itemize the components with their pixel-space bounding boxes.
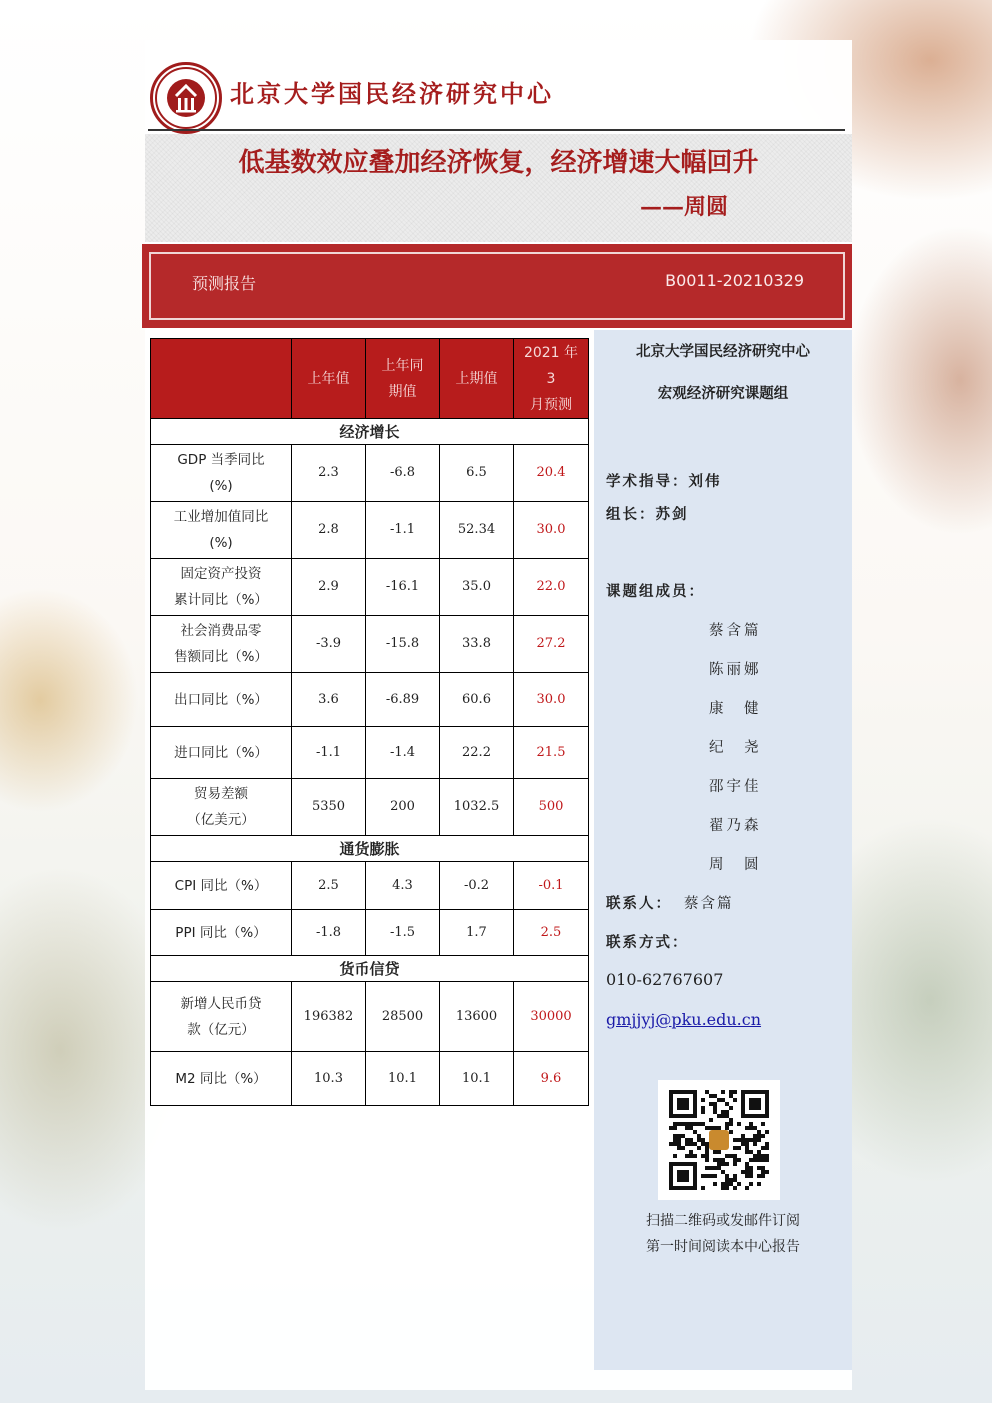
table-row: [151, 982, 589, 1052]
value-cell: 196382: [292, 982, 366, 1052]
qr-caption-line-1: 扫描二维码或发邮件订阅: [646, 1213, 800, 1229]
row-label: [151, 616, 292, 673]
table-row: [151, 673, 589, 727]
sidebar-contact-label: 联系人：: [606, 895, 672, 912]
qr-caption-line-2: 第一时间阅读本中心报告: [646, 1239, 800, 1255]
value-cell: 28500: [366, 982, 440, 1052]
contact-phone: 010-62767607: [606, 970, 724, 989]
table-row: [151, 779, 589, 836]
table-section-title: 经济增长: [151, 419, 589, 445]
value-cell: 200: [366, 779, 440, 836]
table-row: [151, 502, 589, 559]
value-cell: -6.8: [366, 445, 440, 502]
peking-university-seal-logo: [150, 62, 222, 134]
row-label: [151, 862, 292, 910]
row-label: [151, 982, 292, 1052]
member-name: 周 圆: [709, 857, 762, 873]
table-header-previous-period: 上期值: [440, 339, 514, 419]
row-label-line: 贸易差额: [194, 786, 248, 802]
header-line: 2021 年: [523, 344, 579, 361]
forecast-cell: 22.0: [514, 559, 589, 616]
table-row: [151, 1052, 589, 1106]
table-header-forecast: [514, 339, 589, 419]
value-cell: 35.0: [440, 559, 514, 616]
value-cell: -1.8: [292, 910, 366, 956]
value-cell: 2.3: [292, 445, 366, 502]
row-label-line: （亿美元）: [187, 812, 255, 828]
sidebar-contact-method-label: 联系方式：: [606, 934, 689, 951]
sidebar-contact-name: 蔡含篇: [684, 896, 734, 912]
header-line: 期值: [388, 383, 417, 400]
header-line: 上年同: [381, 357, 424, 374]
table-header-blank: [151, 339, 292, 419]
value-cell: 1032.5: [440, 779, 514, 836]
sidebar-members-label: 课题组成员：: [606, 583, 705, 600]
table-section-row: [151, 956, 589, 982]
value-cell: 10.1: [366, 1052, 440, 1106]
sidebar-org: 北京大学国民经济研究中心: [636, 344, 810, 360]
row-label: [151, 559, 292, 616]
table-row: [151, 445, 589, 502]
row-label-line: 进口同比（%）: [174, 744, 268, 761]
table-section-title: 货币信贷: [151, 956, 589, 982]
value-cell: 1.7: [440, 910, 514, 956]
table-row: [151, 727, 589, 779]
row-label: [151, 1052, 292, 1106]
row-label-line: (%): [209, 535, 233, 551]
sidebar-advisor: 学术指导：刘伟: [606, 473, 722, 490]
table-section-row: [151, 836, 589, 862]
row-label-line: PPI 同比（%）: [175, 924, 267, 941]
value-cell: -3.9: [292, 616, 366, 673]
value-cell: 60.6: [440, 673, 514, 727]
row-label: [151, 779, 292, 836]
member-name: 陈丽娜: [709, 662, 762, 678]
forecast-cell: 30000: [514, 982, 589, 1052]
row-label-line: 出口同比（%）: [174, 691, 268, 708]
page-title: 低基数效应叠加经济恢复，经济增速大幅回升: [238, 148, 759, 178]
report-banner: [142, 244, 852, 328]
value-cell: -1.1: [366, 502, 440, 559]
value-cell: -6.89: [366, 673, 440, 727]
value-cell: 2.8: [292, 502, 366, 559]
contact-email-link[interactable]: gmjjyj@pku.edu.cn: [606, 1010, 762, 1029]
value-cell: -1.1: [292, 727, 366, 779]
value-cell: -15.8: [366, 616, 440, 673]
sidebar-leader: 组长：苏剑: [606, 506, 689, 523]
table-header-last-year-same-period: [366, 339, 440, 419]
row-label-line: 累计同比（%）: [174, 592, 268, 608]
forecast-table: [150, 338, 589, 1106]
forecast-cell: 21.5: [514, 727, 589, 779]
value-cell: -1.4: [366, 727, 440, 779]
org-title: 北京大学国民经济研究中心: [230, 79, 554, 108]
value-cell: 22.2: [440, 727, 514, 779]
row-label-line: 新增人民币贷: [180, 995, 262, 1012]
value-cell: 4.3: [366, 862, 440, 910]
row-label-line: GDP 当季同比: [177, 452, 265, 468]
row-label-line: (%): [209, 478, 233, 494]
member-name: 康 健: [709, 701, 762, 717]
report-type: 预测报告: [192, 274, 257, 293]
value-cell: 3.6: [292, 673, 366, 727]
row-label: [151, 673, 292, 727]
forecast-cell: 2.5: [514, 910, 589, 956]
qr-code[interactable]: [658, 1080, 780, 1200]
forecast-cell: 27.2: [514, 616, 589, 673]
row-label-line: 工业增加值同比: [173, 509, 269, 525]
forecast-cell: 30.0: [514, 502, 589, 559]
value-cell: -1.5: [366, 910, 440, 956]
value-cell: 5350: [292, 779, 366, 836]
sidebar: [594, 330, 852, 1370]
sidebar-group: 宏观经济研究课题组: [657, 386, 789, 402]
value-cell: 10.1: [440, 1052, 514, 1106]
value-cell: 52.34: [440, 502, 514, 559]
forecast-cell: 9.6: [514, 1052, 589, 1106]
member-name: 翟乃森: [709, 818, 762, 834]
table-row: [151, 616, 589, 673]
row-label: [151, 445, 292, 502]
report-code: B0011-20210329: [665, 271, 804, 290]
value-cell: -16.1: [366, 559, 440, 616]
qr-code-icon: [658, 1080, 780, 1200]
value-cell: 2.5: [292, 862, 366, 910]
row-label-line: 社会消费品零: [180, 623, 262, 639]
row-label: [151, 727, 292, 779]
row-label-line: CPI 同比（%）: [174, 877, 268, 894]
header-line: 3: [546, 370, 556, 387]
row-label-line: 售额同比（%）: [174, 649, 268, 665]
forecast-cell: 20.4: [514, 445, 589, 502]
table-header-row: [151, 339, 589, 419]
value-cell: -0.2: [440, 862, 514, 910]
table-body: [151, 419, 589, 1106]
value-cell: 6.5: [440, 445, 514, 502]
forecast-cell: 30.0: [514, 673, 589, 727]
row-label: [151, 910, 292, 956]
value-cell: 13600: [440, 982, 514, 1052]
member-name: 纪 尧: [709, 740, 762, 756]
value-cell: 10.3: [292, 1052, 366, 1106]
header-rule: [148, 129, 845, 131]
row-label-line: 款（亿元）: [187, 1021, 255, 1038]
row-label-line: 固定资产投资: [180, 566, 262, 582]
row-label-line: M2 同比（%）: [175, 1070, 267, 1087]
member-name: 蔡含篇: [709, 623, 762, 639]
row-label: [151, 502, 292, 559]
value-cell: 33.8: [440, 616, 514, 673]
seal-icon: [154, 66, 218, 130]
table-row: [151, 559, 589, 616]
table-header-last-year: 上年值: [292, 339, 366, 419]
title-author: ——周圆: [640, 194, 729, 220]
value-cell: 2.9: [292, 559, 366, 616]
header-line: 月预测: [530, 396, 572, 413]
table-section-title: 通货膨胀: [151, 836, 589, 862]
table-section-row: [151, 419, 589, 445]
table-row: [151, 910, 589, 956]
member-name: 邵宇佳: [709, 779, 762, 795]
table-row: [151, 862, 589, 910]
forecast-cell: -0.1: [514, 862, 589, 910]
forecast-cell: 500: [514, 779, 589, 836]
